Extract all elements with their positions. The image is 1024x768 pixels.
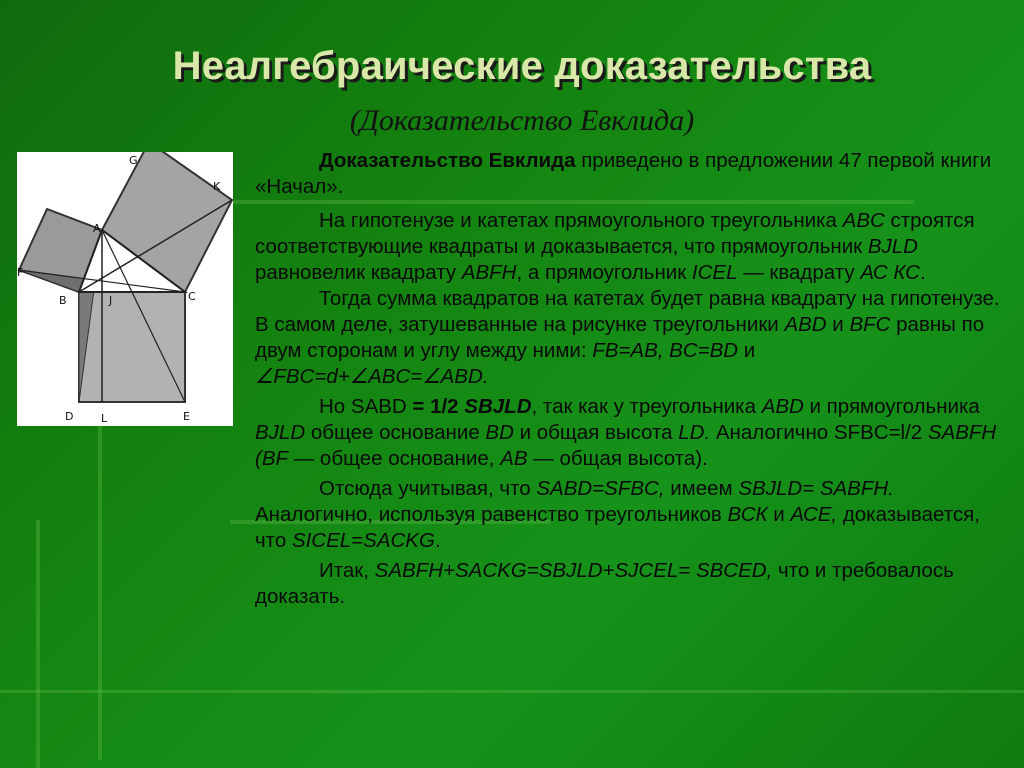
label-k: K — [213, 180, 221, 193]
slide-subtitle: (Доказательство Евклида) — [349, 104, 695, 137]
decor-line-bottom — [0, 690, 1024, 693]
square-bc — [79, 292, 185, 402]
label-l: L — [101, 412, 108, 425]
proof-text — [255, 148, 1007, 610]
label-a: A — [93, 222, 101, 235]
label-j: J — [109, 294, 113, 307]
euclid-proof-figure — [17, 152, 233, 426]
slide-title: Неалгебраические доказательства — [172, 44, 872, 88]
label-e: E — [183, 410, 190, 423]
paragraph-intro: Доказательство Евклида приведено в предложении 47 первой книги «Начал». — [255, 149, 992, 198]
paragraph-area: Но SABD = 1/2 SBJLD, так как у треугольника ABD и прямоугольника BJLD общее основание BD и общая высота LD. Аналогично SFBC=l/2 SABFH (BF — общее основание, АВ — общая высота). — [255, 395, 997, 470]
paragraph-construction: На гипотенузе и катетах прямоугольного треугольника ABC строятся соответствующие квадраты и доказывается, что прямоугольник BJLD равновелик квадрату ABFH, а прямоугольник ICEL — квадрату АС КС. — [255, 209, 975, 284]
paragraph-analogous: Отсюда учитывая, что SABD=SFBC, имеем SBJLD= SABFH. Аналогично, используя равенство треугольников ВСК и АСЕ, доказывается, что SICEL=SACKG. — [255, 477, 980, 552]
label-b: B — [59, 294, 67, 307]
label-c: C — [188, 290, 196, 303]
label-g: G — [129, 154, 138, 167]
label-f: F — [17, 266, 24, 279]
paragraph-triangles: Тогда сумма квадратов на катетах будет равна квадрату на гипотенузе. В самом деле, затушеванные на рисунке треугольники ABD и BFC равны по двум сторонам и углу между ними: FB=AB, BC=BD и — [255, 287, 1000, 362]
pythagoras-diagram — [17, 152, 233, 426]
paragraph-angle: ∠FBC=d+∠ABC=∠ABD. — [255, 365, 489, 388]
label-d: D — [65, 410, 74, 423]
decor-line-vertical-mid — [36, 520, 40, 768]
paragraph-conclusion: Итак, SABFH+SACKG=SBJLD+SJCEL= SBCED, что и требовалось доказать. — [255, 559, 954, 608]
